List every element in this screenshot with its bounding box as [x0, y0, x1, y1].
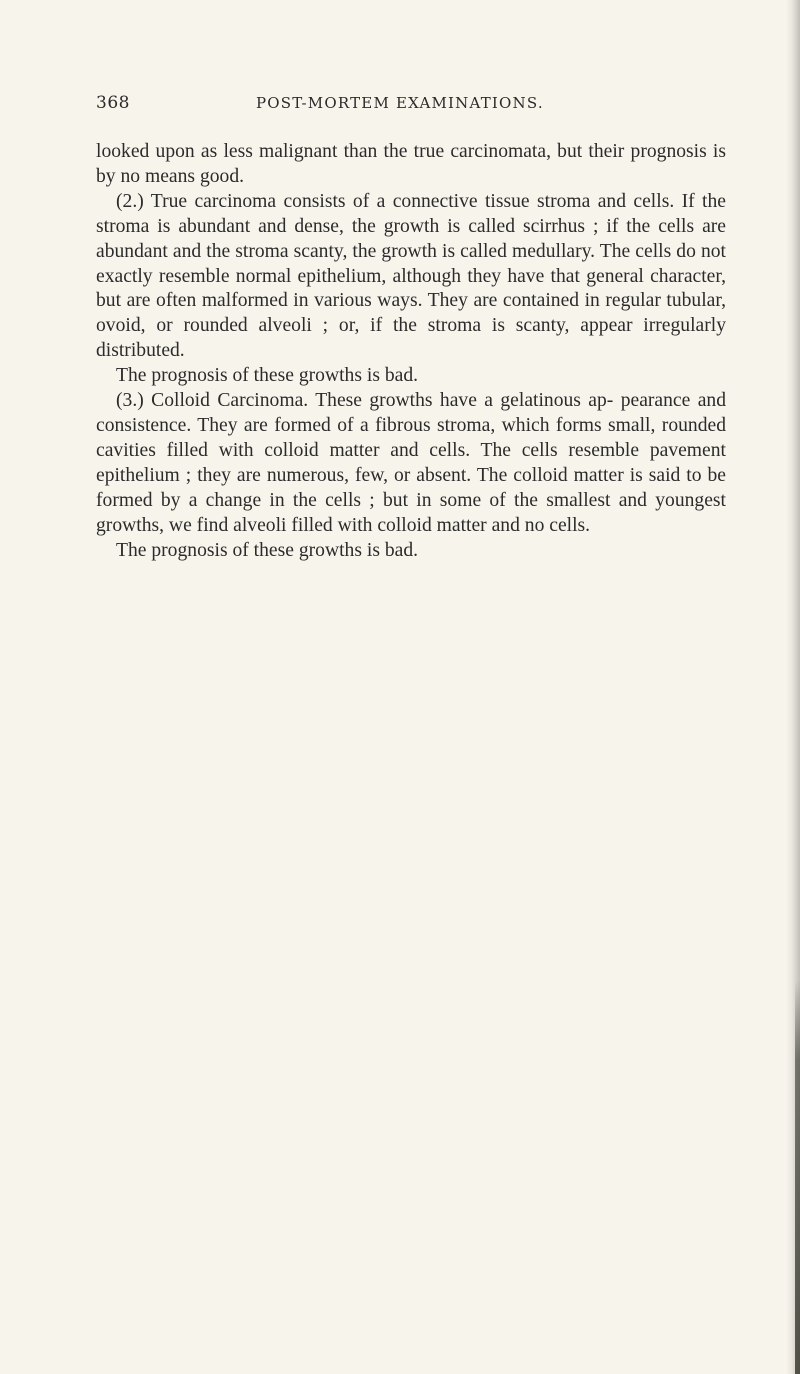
- page-edge-binding: [795, 980, 800, 1374]
- paragraph-true-carcinoma: (2.) True carcinoma consists of a connective tissue stroma and cells. If the stroma is abundant and dense, the growth is called scirrhus ; if the cells are abundant and the stroma scanty, the growth is called medullary. The cells do not exactly resemble normal epithelium, although they have that general character, but are often malformed in various ways. They are contained in regular tubular, ovoid, or rounded alveoli ; or, if the stroma is scanty, appear irregularly distributed.: [96, 190, 726, 362]
- running-head: [96, 93, 716, 117]
- paragraph-prognosis-2: The prognosis of these growths is bad.: [116, 539, 419, 561]
- running-title: POST-MORTEM EXAMINATIONS.: [256, 94, 544, 112]
- paragraph-prognosis-1: The prognosis of these growths is bad.: [116, 365, 419, 387]
- paragraph-colloid-carcinoma: (3.) Colloid Carcinoma. These growths have a gelatinous ap- pearance and consistence. They are formed of a fibrous stroma, which forms small, rounded cavities filled with colloid matter and cells. The cells resemble pavement epithelium ; they are numerous, few, or absent. The colloid matter is said to be formed by a change in the cells ; but in some of the smallest and youngest growths, we find alveoli filled with colloid matter and no cells.: [96, 390, 726, 536]
- paragraph-continuation: looked upon as less malignant than the true carcinomata, but their prognosis is by no means good.: [96, 141, 726, 187]
- page-number: 368: [96, 93, 130, 113]
- body-text: [96, 140, 726, 563]
